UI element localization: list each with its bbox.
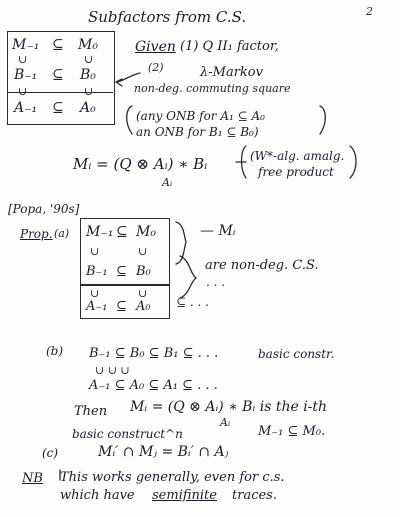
part-c-label: (c) xyxy=(42,446,59,460)
tower-rel-2: ⊆ xyxy=(52,67,64,83)
onb-line-2: an ONB for B₁ ⊆ B₀) xyxy=(136,125,259,139)
prop-incl-1r: ∪ xyxy=(138,245,148,258)
mi-definition: Mᵢ = (Q ⊗ Aᵢ) ∗ Bᵢ xyxy=(73,155,208,173)
part-b-label: (b) xyxy=(46,344,64,358)
part-c-equation: Mᵢ′ ∩ Mⱼ = Bᵢ′ ∩ Aⱼ xyxy=(98,444,229,460)
given-item-1: (1) Q II₁ factor, xyxy=(180,39,279,54)
nb-line-1: This works generally, even for c.s. xyxy=(60,470,285,485)
prop-rel-2: ⊆ xyxy=(116,264,127,279)
tower-incl-1r: ∪ xyxy=(84,53,94,66)
prop-label: Prop. xyxy=(20,227,53,241)
given-word: Given xyxy=(135,39,176,55)
then-basic-construct: basic construct^n xyxy=(72,427,183,441)
prop-rel-3: ⊆ xyxy=(116,299,127,314)
then-equation: Mᵢ = (Q ⊗ Aᵢ) ∗ Bᵢ is the i-th xyxy=(130,399,328,415)
tower-left-3: A₋₁ xyxy=(14,100,38,116)
onb-line-1: (any ONB for A₁ ⊆ A₀ xyxy=(136,109,265,123)
prop-part-a: (a) xyxy=(54,227,70,240)
prop-brace-lower xyxy=(180,256,196,298)
onb-paren-right xyxy=(320,106,325,134)
reference: [Popa, '90s] xyxy=(8,202,80,216)
part-b-note: basic constr. xyxy=(258,347,335,361)
prop-are-cs: are non-deg. C.S. xyxy=(205,258,319,273)
tower-rel-3: ⊆ xyxy=(52,100,64,116)
prop-right-3: A₀ xyxy=(136,299,151,314)
prop-rel-1: ⊆ xyxy=(116,224,128,240)
prop-trail: ⊆ . . . xyxy=(176,295,209,309)
tower-rel-1: ⊆ xyxy=(52,37,64,53)
tower-incl-1l: ∪ xyxy=(18,53,28,66)
prop-incl-2l: ∪ xyxy=(90,287,100,300)
note-paren-left xyxy=(242,146,247,178)
tower-right-1: M₀ xyxy=(78,37,98,53)
free-product-note-1: (W*-alg. amalg. xyxy=(250,149,345,163)
tower-left-2: B₋₁ xyxy=(14,67,38,83)
part-b-row-incl: ∪ ∪ ∪ xyxy=(95,364,130,377)
tower-right-3: A₀ xyxy=(80,100,96,116)
onb-paren-left xyxy=(127,106,132,134)
prop-left-2: B₋₁ xyxy=(86,264,108,279)
nb-line-2b: semifinite xyxy=(152,488,217,503)
page-number: 2 xyxy=(366,5,373,18)
nb-line-2a: which have xyxy=(60,488,135,503)
then-word: Then xyxy=(74,404,108,419)
prop-trail-2: . . . xyxy=(206,275,226,289)
tower-incl-2l: ∪ xyxy=(18,85,28,98)
item2-arrow-stroke xyxy=(116,73,140,82)
given-item-2-label: (2) xyxy=(148,61,164,74)
part-b-row-1: B₋₁ ⊆ B₀ ⊆ B₁ ⊆ . . . xyxy=(89,346,219,361)
tower-right-2: B₀ xyxy=(80,67,96,83)
prop-brace-upper xyxy=(176,222,186,264)
item2-arrow-head xyxy=(116,79,122,86)
tower-left-1: M₋₁ xyxy=(12,37,40,53)
prop-incl-1l: ∪ xyxy=(90,245,100,258)
prop-right-1: M₀ xyxy=(136,224,156,240)
then-equation-sub: Aᵢ xyxy=(220,416,231,429)
then-tower: M₋₁ ⊆ M₀. xyxy=(258,424,326,439)
note-paren-right xyxy=(350,146,356,178)
nb-label: NB xyxy=(22,471,43,486)
prop-mi-label: — Mᵢ xyxy=(200,223,236,239)
given-item-2-markov: λ-Markov xyxy=(200,65,263,80)
page-title: Subfactors from C.S. xyxy=(88,8,247,26)
prop-right-2: B₀ xyxy=(136,264,151,279)
part-b-row-3: A₋₁ ⊆ A₀ ⊆ A₁ ⊆ . . . xyxy=(89,378,218,393)
mi-definition-sub: Aᵢ xyxy=(162,176,173,189)
prop-left-1: M₋₁ xyxy=(86,224,114,240)
free-product-note-2: free product xyxy=(258,165,334,179)
tower-incl-2r: ∪ xyxy=(84,85,94,98)
given-item-2-cs: non-deg. commuting square xyxy=(134,82,291,95)
prop-incl-2r: ∪ xyxy=(138,287,148,300)
nb-line-2c: traces. xyxy=(232,488,277,503)
prop-left-3: A₋₁ xyxy=(86,299,108,314)
